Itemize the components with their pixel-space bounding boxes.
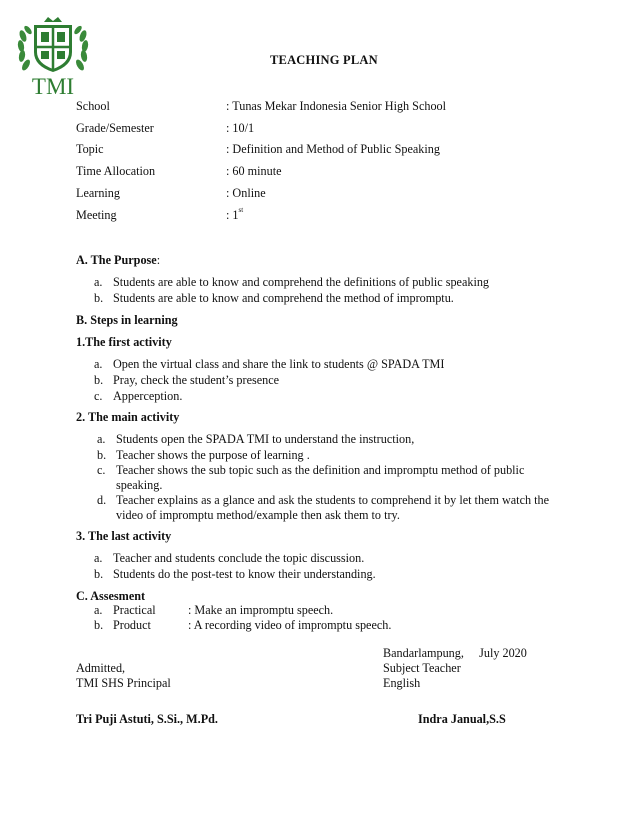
assessment-item-value: : A recording video of impromptu speech. [188, 618, 392, 632]
place-date: Bandarlampung, July 2020 [383, 646, 527, 660]
info-label-learning: Learning [76, 186, 120, 200]
last-item-letter: b. [94, 567, 104, 581]
info-label-topic: Topic [76, 142, 104, 156]
school-logo [16, 14, 90, 98]
first-item: Open the virtual class and share the link to students @ SPADA TMI [113, 357, 445, 371]
purpose-item-letter: b. [94, 291, 104, 305]
info-value-time: : 60 minute [226, 164, 282, 178]
main-activity-heading: 2. The main activity [76, 410, 180, 424]
first-item-letter: c. [94, 389, 103, 403]
info-value-school: : Tunas Mekar Indonesia Senior High School [226, 99, 447, 113]
admitted-label: Admitted, [76, 661, 126, 675]
first-item-letter: a. [94, 357, 103, 371]
info-label-meeting: Meeting [76, 208, 117, 222]
info-value-grade: : 10/1 [226, 121, 255, 135]
info-value-topic: : Definition and Method of Public Speaking [226, 142, 440, 156]
main-item-line: video of impromptu method/example then ask them to try. [116, 508, 400, 522]
crest-icon [16, 14, 90, 98]
info-label-time: Time Allocation [76, 164, 156, 178]
assessment-item-label: Product [113, 618, 151, 632]
info-value-learning: : Online [226, 186, 266, 200]
purpose-item: Students are able to know and comprehend the definitions of public speaking [113, 275, 490, 289]
svg-text:TMI: TMI [31, 74, 75, 98]
main-item-letter: c. [97, 463, 106, 477]
first-item: Apperception. [113, 389, 183, 403]
info-value-meeting: : 1st [226, 206, 244, 222]
assessment-item-letter: a. [94, 603, 103, 617]
info-label-grade: Grade/Semester [76, 121, 154, 135]
last-item: Teacher and students conclude the topic discussion. [113, 551, 365, 565]
purpose-item-letter: a. [94, 275, 103, 289]
main-item-line: speaking. [116, 478, 163, 492]
main-item: Teacher shows the purpose of learning . [116, 448, 310, 462]
teacher-name: Indra Janual,S.S [418, 712, 506, 726]
assessment-item-letter: b. [94, 618, 104, 632]
page-title: TEACHING PLAN [270, 53, 378, 67]
last-item: Students do the post-test to know their understanding. [113, 567, 376, 581]
principal-name: Tri Puji Astuti, S.Si., M.Pd. [76, 712, 218, 726]
main-item-line: Teacher shows the sub topic such as the definition and impromptu method of public [116, 463, 525, 477]
main-item-letter: b. [97, 448, 107, 462]
main-item: Students open the SPADA TMI to understand the instruction, [116, 432, 415, 446]
main-item-letter: d. [97, 493, 107, 507]
assessment-item-value: : Make an impromptu speech. [188, 603, 334, 617]
main-item-letter: a. [97, 432, 106, 446]
purpose-heading: A. The Purpose: [76, 253, 161, 267]
first-item: Pray, check the student’s presence [113, 373, 280, 387]
first-activity-heading: 1.The first activity [76, 335, 172, 349]
assessment-heading: C. Assesment [76, 589, 146, 603]
assessment-item-label: Practical [113, 603, 156, 617]
steps-heading: B. Steps in learning [76, 313, 178, 327]
info-label-school: School [76, 99, 110, 113]
principal-title: TMI SHS Principal [76, 676, 171, 690]
first-item-letter: b. [94, 373, 104, 387]
last-activity-heading: 3. The last activity [76, 529, 172, 543]
subject-teacher-title: Subject Teacher [383, 661, 461, 675]
subject-name: English [383, 676, 421, 690]
main-item-line: Teacher explains as a glance and ask the students to comprehend it by let them watch the [116, 493, 550, 507]
last-item-letter: a. [94, 551, 103, 565]
purpose-item: Students are able to know and comprehend the method of impromptu. [113, 291, 454, 305]
